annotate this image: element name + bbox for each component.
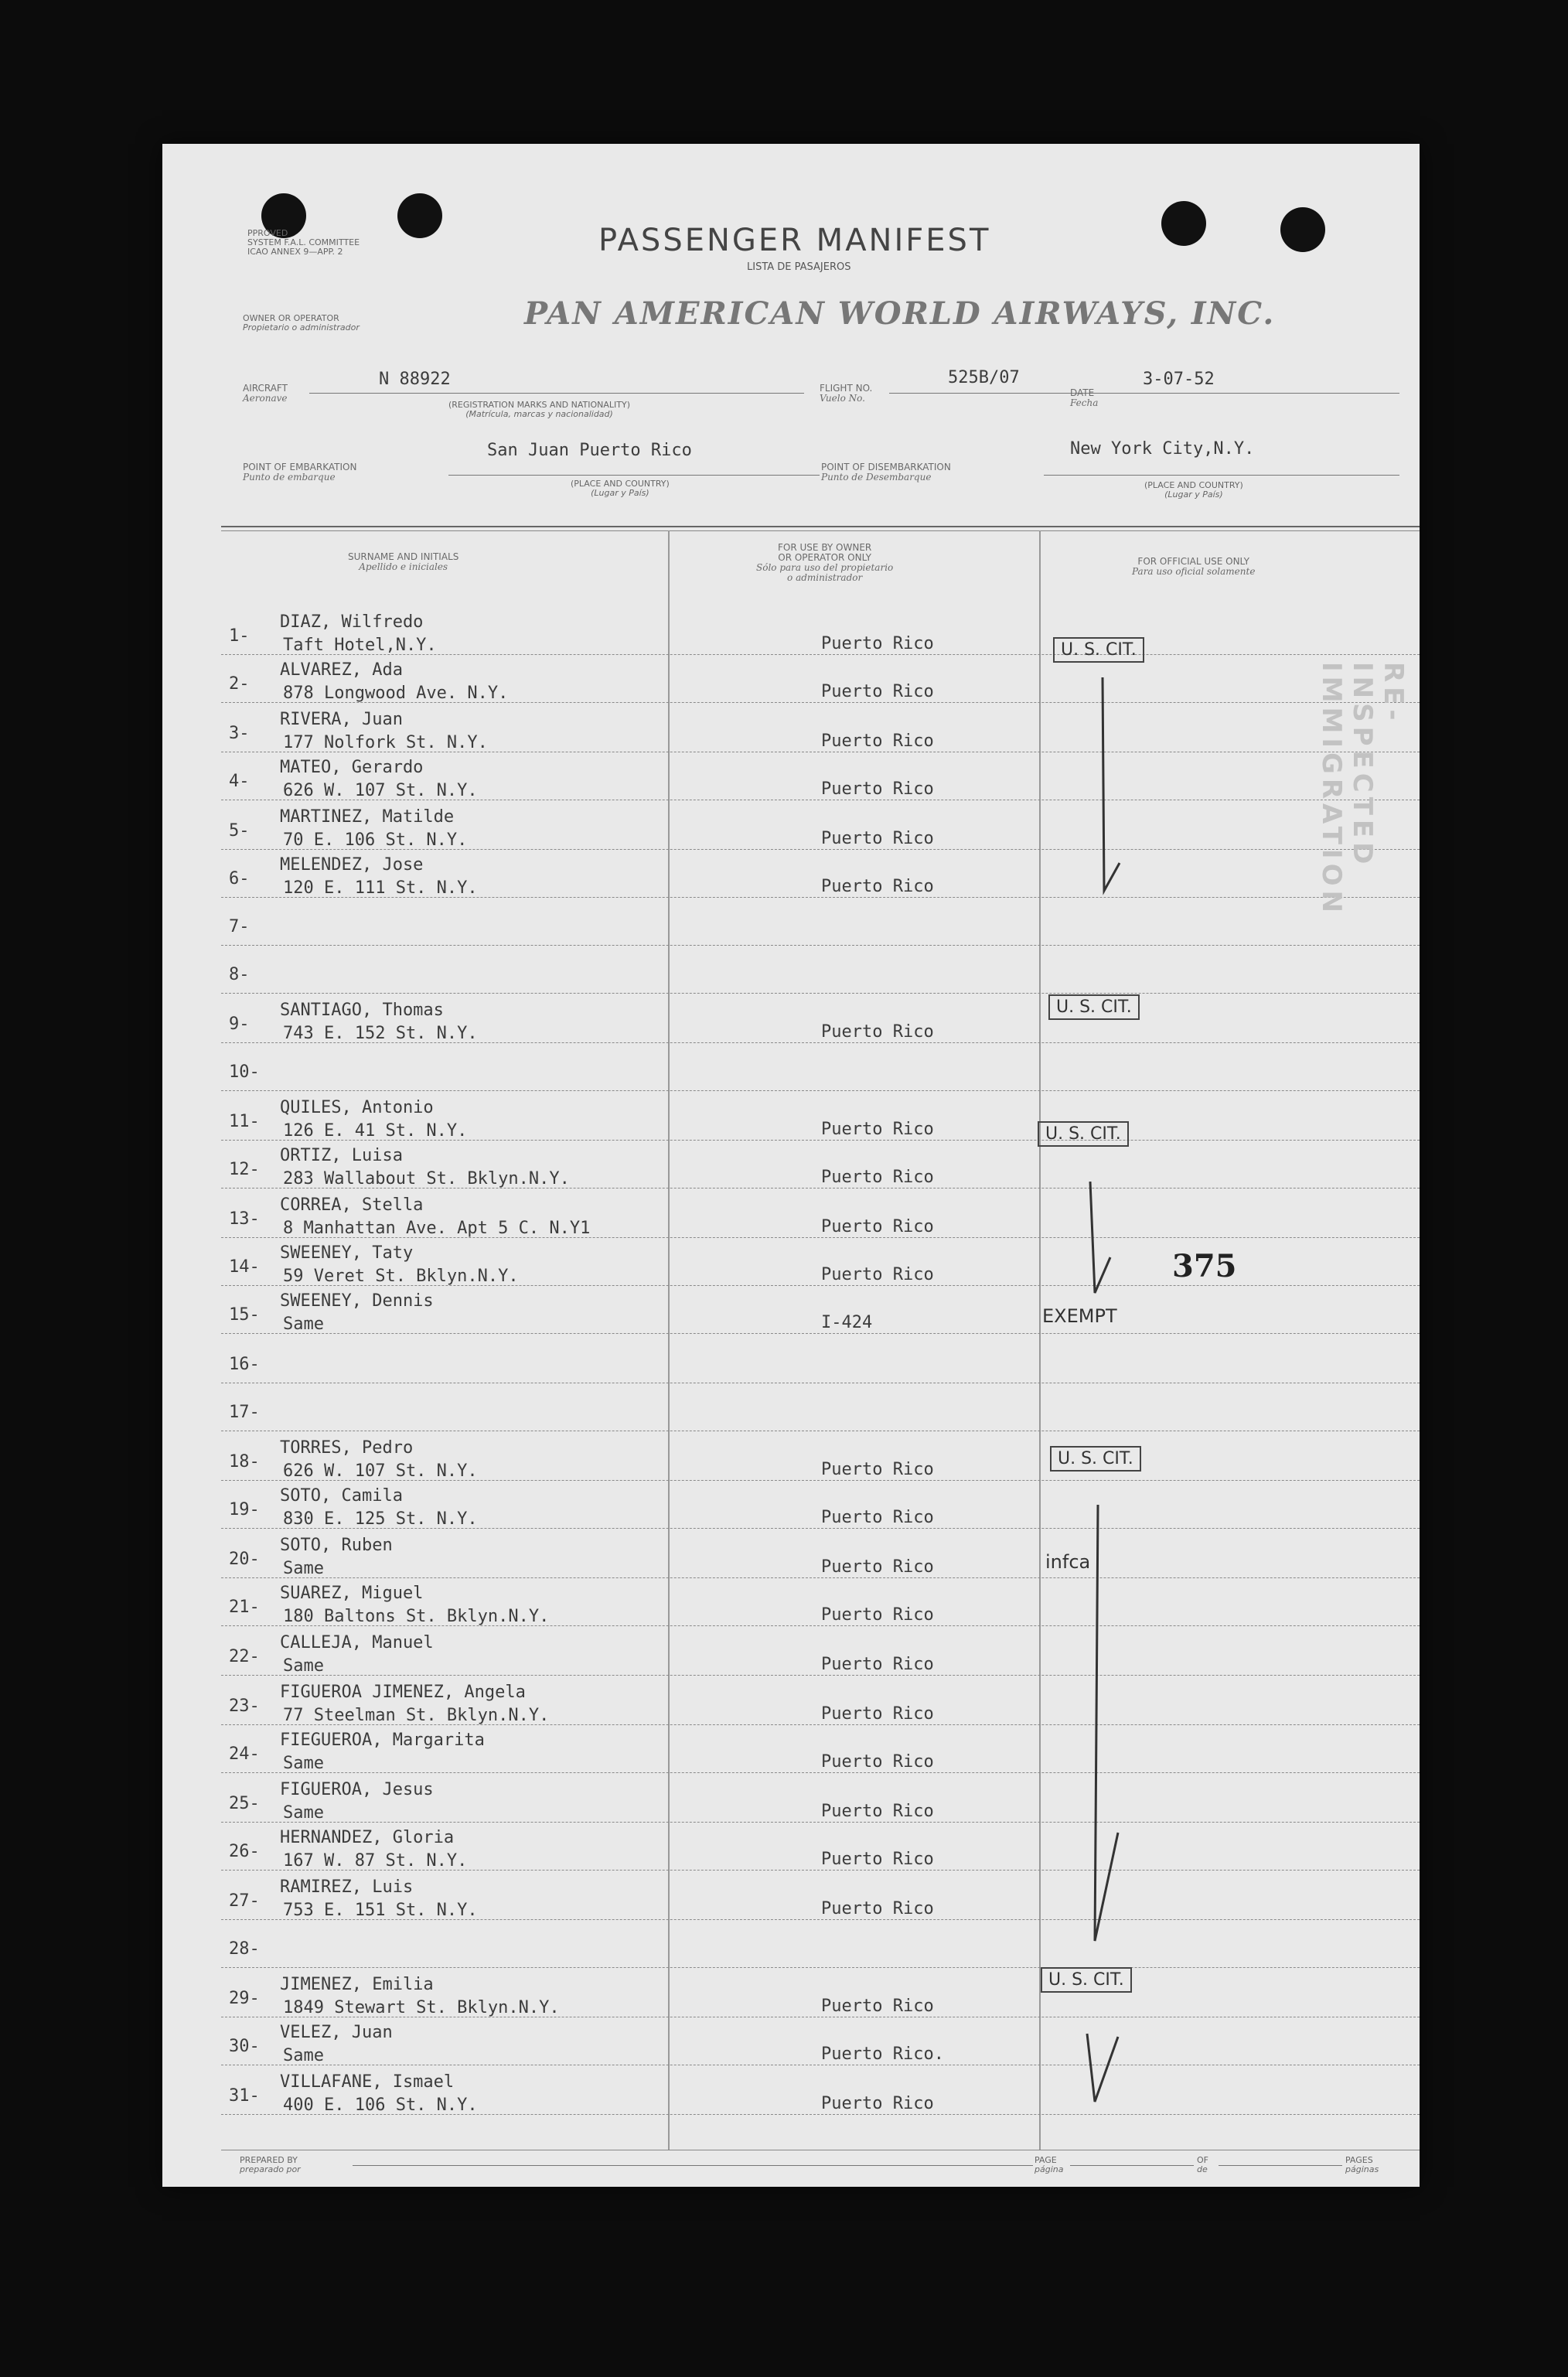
row-number: 22- bbox=[229, 1647, 260, 1666]
us-citizen-stamp: U. S. CIT. bbox=[1053, 637, 1144, 663]
col-surname-header: SURNAME AND INITIALS Apellido e iniciales bbox=[348, 551, 459, 572]
owner-use-value: Puerto Rico bbox=[821, 1460, 934, 1479]
owner-use-value: Puerto Rico bbox=[821, 877, 934, 896]
passenger-address: 120 E. 111 St. N.Y. bbox=[283, 878, 478, 898]
passenger-address: 283 Wallabout St. Bklyn.N.Y. bbox=[283, 1169, 570, 1188]
check-marks bbox=[162, 144, 1420, 2187]
prepared-by-label: PREPARED BY preparado por bbox=[240, 2155, 301, 2174]
owner-use-value: Puerto Rico bbox=[821, 1899, 934, 1918]
embark-label: POINT OF EMBARKATION Punto de embarque bbox=[243, 462, 357, 483]
owner-use-value: Puerto Rico bbox=[821, 1704, 934, 1724]
passenger-address: 1849 Stewart St. Bklyn.N.Y. bbox=[283, 1998, 560, 2017]
row-number: 31- bbox=[229, 2086, 260, 2106]
row-number: 27- bbox=[229, 1891, 260, 1911]
passenger-name: HERNANDEZ, Gloria bbox=[280, 1828, 455, 1847]
passenger-address: 753 E. 151 St. N.Y. bbox=[283, 1901, 478, 1920]
passenger-name: FIEGUEROA, Margarita bbox=[280, 1731, 485, 1750]
passenger-address: 400 E. 106 St. N.Y. bbox=[283, 2096, 478, 2115]
owner-use-value: Puerto Rico bbox=[821, 2094, 934, 2113]
disembark-value: New York City,N.Y. bbox=[1070, 439, 1255, 459]
owner-use-value: Puerto Rico. bbox=[821, 2044, 944, 2064]
passenger-name: SOTO, Camila bbox=[280, 1486, 403, 1506]
passenger-name: TORRES, Pedro bbox=[280, 1438, 414, 1458]
owner-use-value: I-424 bbox=[821, 1313, 873, 1332]
owner-use-value: Puerto Rico bbox=[821, 1752, 934, 1772]
owner-name: PAN AMERICAN WORLD AIRWAYS, INC. bbox=[524, 295, 1276, 332]
owner-use-value: Puerto Rico bbox=[821, 829, 934, 848]
owner-use-value: Puerto Rico bbox=[821, 1655, 934, 1674]
passenger-address: 70 E. 106 St. N.Y. bbox=[283, 830, 468, 850]
passenger-address: Taft Hotel,N.Y. bbox=[283, 636, 437, 655]
passenger-name: RIVERA, Juan bbox=[280, 710, 403, 729]
row-number: 9- bbox=[229, 1015, 250, 1034]
passenger-name: VILLAFANE, Ismael bbox=[280, 2072, 455, 2092]
owner-use-value: Puerto Rico bbox=[821, 634, 934, 653]
date-label: DATE Fecha bbox=[1070, 387, 1099, 408]
row-number: 16- bbox=[229, 1355, 260, 1374]
owner-use-value: Puerto Rico bbox=[821, 1022, 934, 1042]
passenger-address: 77 Steelman St. Bklyn.N.Y. bbox=[283, 1706, 550, 1725]
passenger-address: Same bbox=[283, 1559, 324, 1578]
row-number: 25- bbox=[229, 1794, 260, 1813]
row-number: 4- bbox=[229, 772, 250, 791]
row-number: 23- bbox=[229, 1697, 260, 1716]
disembark-place-label: (PLACE AND COUNTRY) (Lugar y País) bbox=[1144, 480, 1243, 500]
row-number: 1- bbox=[229, 626, 250, 646]
passenger-name: SOTO, Ruben bbox=[280, 1536, 393, 1555]
passenger-name: VELEZ, Juan bbox=[280, 2023, 393, 2042]
passenger-name: CALLEJA, Manuel bbox=[280, 1633, 434, 1652]
row-number: 14- bbox=[229, 1257, 260, 1277]
passenger-address: Same bbox=[283, 1315, 324, 1334]
row-number: 8- bbox=[229, 965, 250, 984]
row-number: 13- bbox=[229, 1209, 260, 1229]
col-official-header: FOR OFFICIAL USE ONLY Para uso oficial solamente bbox=[1132, 556, 1256, 577]
row-number: 12- bbox=[229, 1160, 260, 1179]
us-citizen-stamp: U. S. CIT. bbox=[1048, 994, 1140, 1020]
passenger-address: Same bbox=[283, 1754, 324, 1773]
infant-note: infca bbox=[1045, 1551, 1091, 1573]
passenger-address: Same bbox=[283, 1803, 324, 1823]
date-value: 3-07-52 bbox=[1143, 370, 1215, 389]
us-citizen-stamp: U. S. CIT. bbox=[1050, 1446, 1141, 1472]
side-stamp: RE-INSPECTED IMMIGRATION bbox=[1316, 662, 1409, 917]
row-number: 20- bbox=[229, 1550, 260, 1569]
passenger-name: ALVAREZ, Ada bbox=[280, 660, 403, 680]
pages-label: PAGES páginas bbox=[1345, 2155, 1379, 2174]
embark-place-label: (PLACE AND COUNTRY) (Lugar y País) bbox=[571, 479, 670, 498]
passenger-name: RAMIREZ, Luis bbox=[280, 1877, 414, 1897]
disembark-label: POINT OF DISEMBARKATION Punto de Desembarque bbox=[821, 462, 951, 483]
passenger-address: 177 Nolfork St. N.Y. bbox=[283, 733, 488, 752]
col-owner-header: FOR USE BY OWNER OR OPERATOR ONLY Sólo para uso del propietario o administrador bbox=[756, 542, 894, 583]
of-label: OF de bbox=[1197, 2155, 1208, 2174]
passenger-name: CORREA, Stella bbox=[280, 1195, 424, 1215]
passenger-address: Same bbox=[283, 1656, 324, 1676]
row-number: 15- bbox=[229, 1305, 260, 1325]
passenger-address: 126 E. 41 St. N.Y. bbox=[283, 1121, 468, 1141]
flight-label: FLIGHT NO. Vuelo No. bbox=[820, 383, 873, 404]
row-number: 21- bbox=[229, 1598, 260, 1617]
embark-value: San Juan Puerto Rico bbox=[487, 441, 692, 460]
passenger-name: SANTIAGO, Thomas bbox=[280, 1001, 444, 1020]
approval-block: PPROVED SYSTEM F.A.L. COMMITTEE ICAO ANNEX 9—APP. 2 bbox=[247, 228, 360, 257]
passenger-name: QUILES, Antonio bbox=[280, 1098, 434, 1117]
owner-use-value: Puerto Rico bbox=[821, 1605, 934, 1625]
flight-value: 525B/07 bbox=[948, 368, 1020, 387]
count-note: 375 bbox=[1172, 1248, 1237, 1284]
exempt-note: EXEMPT bbox=[1042, 1305, 1117, 1327]
passenger-name: MELENDEZ, Jose bbox=[280, 855, 424, 875]
row-number: 28- bbox=[229, 1939, 260, 1959]
us-citizen-stamp: U. S. CIT. bbox=[1041, 1967, 1132, 1993]
form-title: PASSENGER MANIFEST bbox=[598, 223, 991, 258]
owner-use-value: Puerto Rico bbox=[821, 732, 934, 751]
row-number: 18- bbox=[229, 1452, 260, 1472]
passenger-name: SWEENEY, Taty bbox=[280, 1243, 414, 1263]
row-number: 30- bbox=[229, 2037, 260, 2056]
passenger-address: 830 E. 125 St. N.Y. bbox=[283, 1509, 478, 1529]
passenger-address: Same bbox=[283, 2046, 324, 2065]
owner-use-value: Puerto Rico bbox=[821, 1850, 934, 1869]
row-number: 2- bbox=[229, 674, 250, 694]
registration-label: (REGISTRATION MARKS AND NATIONALITY) (Matrícula, marcas y nacionalidad) bbox=[448, 400, 631, 419]
passenger-address: 743 E. 152 St. N.Y. bbox=[283, 1024, 478, 1043]
aircraft-value: N 88922 bbox=[379, 370, 451, 389]
us-citizen-stamp: U. S. CIT. bbox=[1038, 1121, 1129, 1147]
passenger-address: 878 Longwood Ave. N.Y. bbox=[283, 684, 509, 703]
row-number: 11- bbox=[229, 1112, 260, 1131]
passenger-name: FIGUEROA JIMENEZ, Angela bbox=[280, 1683, 526, 1702]
page-label: PAGE página bbox=[1035, 2155, 1064, 2174]
passenger-name: SUAREZ, Miguel bbox=[280, 1584, 424, 1603]
passenger-address: 59 Veret St. Bklyn.N.Y. bbox=[283, 1267, 519, 1286]
passenger-name: MARTINEZ, Matilde bbox=[280, 807, 455, 827]
passenger-name: FIGUEROA, Jesus bbox=[280, 1780, 434, 1799]
owner-use-value: Puerto Rico bbox=[821, 1557, 934, 1577]
form-subtitle: LISTA DE PASAJEROS bbox=[747, 261, 851, 273]
passenger-address: 8 Manhattan Ave. Apt 5 C. N.Y1 bbox=[283, 1219, 591, 1238]
row-number: 29- bbox=[229, 1989, 260, 2008]
row-number: 10- bbox=[229, 1062, 260, 1082]
passenger-address: 167 W. 87 St. N.Y. bbox=[283, 1851, 468, 1871]
passenger-name: MATEO, Gerardo bbox=[280, 758, 424, 777]
aircraft-label: AIRCRAFT Aeronave bbox=[243, 383, 288, 404]
passenger-address: 626 W. 107 St. N.Y. bbox=[283, 781, 478, 800]
row-number: 26- bbox=[229, 1842, 260, 1861]
owner-use-value: Puerto Rico bbox=[821, 1265, 934, 1284]
passenger-name: JIMENEZ, Emilia bbox=[280, 1975, 434, 1994]
owner-use-value: Puerto Rico bbox=[821, 682, 934, 701]
row-number: 24- bbox=[229, 1744, 260, 1764]
row-number: 7- bbox=[229, 917, 250, 936]
passenger-address: 180 Baltons St. Bklyn.N.Y. bbox=[283, 1607, 550, 1626]
owner-use-value: Puerto Rico bbox=[821, 1997, 934, 2016]
row-number: 17- bbox=[229, 1403, 260, 1422]
owner-use-value: Puerto Rico bbox=[821, 1217, 934, 1236]
passenger-name: DIAZ, Wilfredo bbox=[280, 612, 424, 632]
owner-label: OWNER OR OPERATOR Propietario o administrador bbox=[243, 313, 360, 333]
owner-use-value: Puerto Rico bbox=[821, 779, 934, 799]
passenger-name: SWEENEY, Dennis bbox=[280, 1291, 434, 1311]
owner-use-value: Puerto Rico bbox=[821, 1508, 934, 1527]
owner-use-value: Puerto Rico bbox=[821, 1120, 934, 1139]
owner-use-value: Puerto Rico bbox=[821, 1168, 934, 1187]
row-number: 6- bbox=[229, 869, 250, 888]
row-number: 5- bbox=[229, 821, 250, 841]
row-number: 3- bbox=[229, 724, 250, 743]
passenger-address: 626 W. 107 St. N.Y. bbox=[283, 1461, 478, 1481]
row-number: 19- bbox=[229, 1500, 260, 1519]
manifest-sheet bbox=[162, 144, 1420, 2187]
owner-use-value: Puerto Rico bbox=[821, 1802, 934, 1821]
passenger-name: ORTIZ, Luisa bbox=[280, 1146, 403, 1165]
